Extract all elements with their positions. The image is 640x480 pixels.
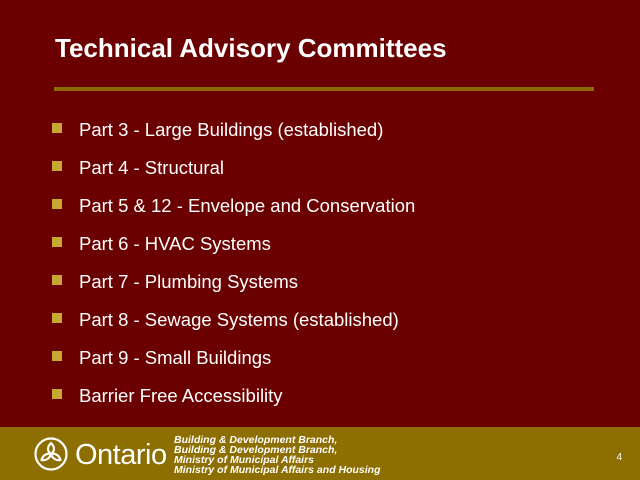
bullet-text: Part 7 - Plumbing Systems [79,271,298,292]
bullet-text: Part 5 & 12 - Envelope and Conservation [79,195,416,216]
bullet-text: Part 6 - HVAC Systems [79,233,271,254]
bullet-text: Part 4 - Structural [79,157,224,178]
list-item [52,111,415,149]
list-item [52,263,415,301]
footer-line: Building & Development Branch, [174,444,338,456]
list-item [52,301,415,339]
list-item [52,149,415,187]
square-bullet-icon [52,389,62,399]
bullet-text: Part 9 - Small Buildings [79,347,272,368]
square-bullet-icon [52,161,62,171]
footer-line: Ministry of Municipal Affairs [174,454,315,466]
list-item [52,225,415,263]
list-item [52,339,415,377]
footer-line: Building & Development Branch, [174,434,338,446]
bullet-text: Part 8 - Sewage Systems (established) [79,309,399,330]
ontario-wordmark: Ontario [75,439,167,471]
square-bullet-icon [52,237,62,247]
square-bullet-icon [52,313,62,323]
trillium-icon [34,437,68,471]
page-number: 4 [616,452,622,463]
slide-title: Technical Advisory Committees [55,33,447,63]
bullet-text: Barrier Free Accessibility [79,385,283,406]
bullet-list [52,111,415,415]
square-bullet-icon [52,351,62,361]
square-bullet-icon [52,199,62,209]
footer-credits [174,435,381,475]
list-item [52,377,415,415]
footer-line: Ministry of Municipal Affairs and Housing [174,464,381,476]
bullet-text: Part 3 - Large Buildings (established) [79,119,384,140]
square-bullet-icon [52,275,62,285]
square-bullet-icon [52,123,62,133]
title-divider [54,87,594,91]
list-item [52,187,415,225]
